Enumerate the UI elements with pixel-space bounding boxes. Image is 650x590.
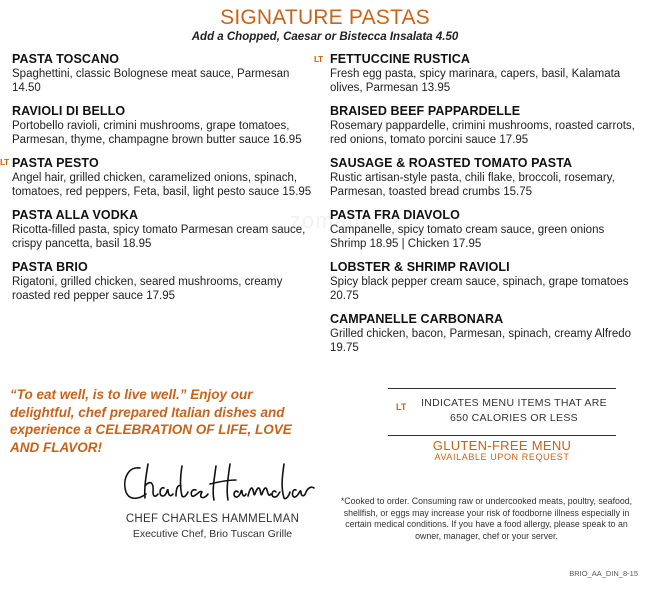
menu-title: SIGNATURE PASTAS: [220, 6, 430, 29]
divider: [388, 435, 616, 436]
menu-item: [0, 156, 312, 199]
menu-item: [330, 208, 640, 251]
menu-item-description: Portobello ravioli, crimini mushrooms, grape tomatoes, Parmesan, thyme, champagne brown butter sauce 16.95: [12, 120, 302, 146]
divider: [388, 388, 616, 389]
menu-item-description: Rustic artisan-style pasta, chili flake, broccoli, rosemary, Parmesan, toasted bread crumbs 15.75: [330, 172, 615, 198]
calorie-note-box: [388, 388, 616, 436]
menu-item: [314, 52, 640, 95]
chef-signature: [118, 458, 318, 508]
calorie-note-text: INDICATES MENU ITEMS THAT ARE 650 CALORIES OR LESS: [421, 397, 607, 424]
menu-item-name: PASTA PESTO: [12, 156, 99, 170]
menu-item-name: PASTA BRIO: [12, 260, 88, 274]
menu-item: [12, 52, 312, 95]
lt-marker: LT: [314, 54, 323, 64]
menu-item-name: FETTUCCINE RUSTICA: [330, 52, 470, 66]
menu-item: [12, 104, 312, 147]
menu-item: [330, 156, 640, 199]
menu-subtitle: Add a Chopped, Caesar or Bistecca Insalata 4.50: [191, 31, 459, 43]
gluten-free-subtitle: AVAILABLE UPON REQUEST: [434, 452, 570, 462]
menu-item-description: Campanelle, spicy tomato cream sauce, green onions Shrimp 18.95 | Chicken 17.95: [330, 224, 605, 250]
menu-item-name: RAVIOLI DI BELLO: [12, 104, 126, 118]
menu-item-name: SAUSAGE & ROASTED TOMATO PASTA: [330, 156, 573, 170]
menu-item-name: LOBSTER & SHRIMP RAVIOLI: [330, 260, 510, 274]
left-menu-column: [0, 52, 312, 312]
gluten-free-title: GLUTEN-FREE MENU: [432, 438, 572, 453]
menu-item: [12, 260, 312, 303]
menu-item-name: BRAISED BEEF PAPPARDELLE: [330, 104, 521, 118]
menu-item-description: Fresh egg pasta, spicy marinara, capers, basil, Kalamata olives, Parmesan 13.95: [330, 68, 621, 94]
menu-code: BRIO_AA_DIN_8-15: [569, 569, 638, 578]
menu-item-description: Angel hair, grilled chicken, caramelized onions, spinach, tomatoes, red peppers, Feta, basil, light pesto sauce 15.95: [12, 172, 312, 198]
menu-item: [12, 208, 312, 251]
menu-item: [330, 260, 640, 303]
menu-item-description: Ricotta-filled pasta, spicy tomato Parmesan cream sauce, crispy pancetta, basil 18.95: [12, 224, 306, 250]
lt-marker: LT: [396, 402, 407, 412]
lt-marker: LT: [0, 157, 9, 167]
menu-item-name: PASTA TOSCANO: [12, 52, 120, 66]
chef-quote: “To eat well, is to live well.” Enjoy our delightful, chef prepared Italian dishes and experience a CELEBRATION OF LIFE, LOVE AND FLAVOR!: [10, 387, 292, 455]
menu-item-name: PASTA FRA DIAVOLO: [330, 208, 460, 222]
menu-item-description: Spicy black pepper cream sauce, spinach, grape tomatoes 20.75: [330, 276, 629, 302]
menu-item-name: CAMPANELLE CARBONARA: [330, 312, 504, 326]
chef-title: Executive Chef, Brio Tuscan Grille: [132, 528, 293, 540]
menu-item-description: Rigatoni, grilled chicken, seared mushrooms, creamy roasted red pepper sauce 17.95: [12, 276, 283, 302]
menu-item: [330, 104, 640, 147]
chef-name: CHEF CHARLES HAMMELMAN: [125, 513, 300, 525]
menu-item-description: Rosemary pappardelle, crimini mushrooms, roasted carrots, red onions, tomato porcini sauce 17.95: [330, 120, 635, 146]
menu-item-description: Grilled chicken, bacon, Parmesan, spinach, creamy Alfredo 19.75: [330, 328, 632, 354]
menu-item-name: PASTA ALLA VODKA: [12, 208, 139, 222]
watermark: zomato: [290, 208, 369, 233]
food-safety-disclaimer: *Cooked to order. Consuming raw or undercooked meats, poultry, seafood, shellfish, or eggs may increase your risk of foodborne illness especially in certain medical conditions. If you have a food allergy, please speak to an owner, manager, chef or your server.: [340, 496, 633, 541]
menu-item: [330, 312, 640, 355]
menu-item-description: Spaghettini, classic Bolognese meat sauce, Parmesan 14.50: [12, 68, 290, 94]
